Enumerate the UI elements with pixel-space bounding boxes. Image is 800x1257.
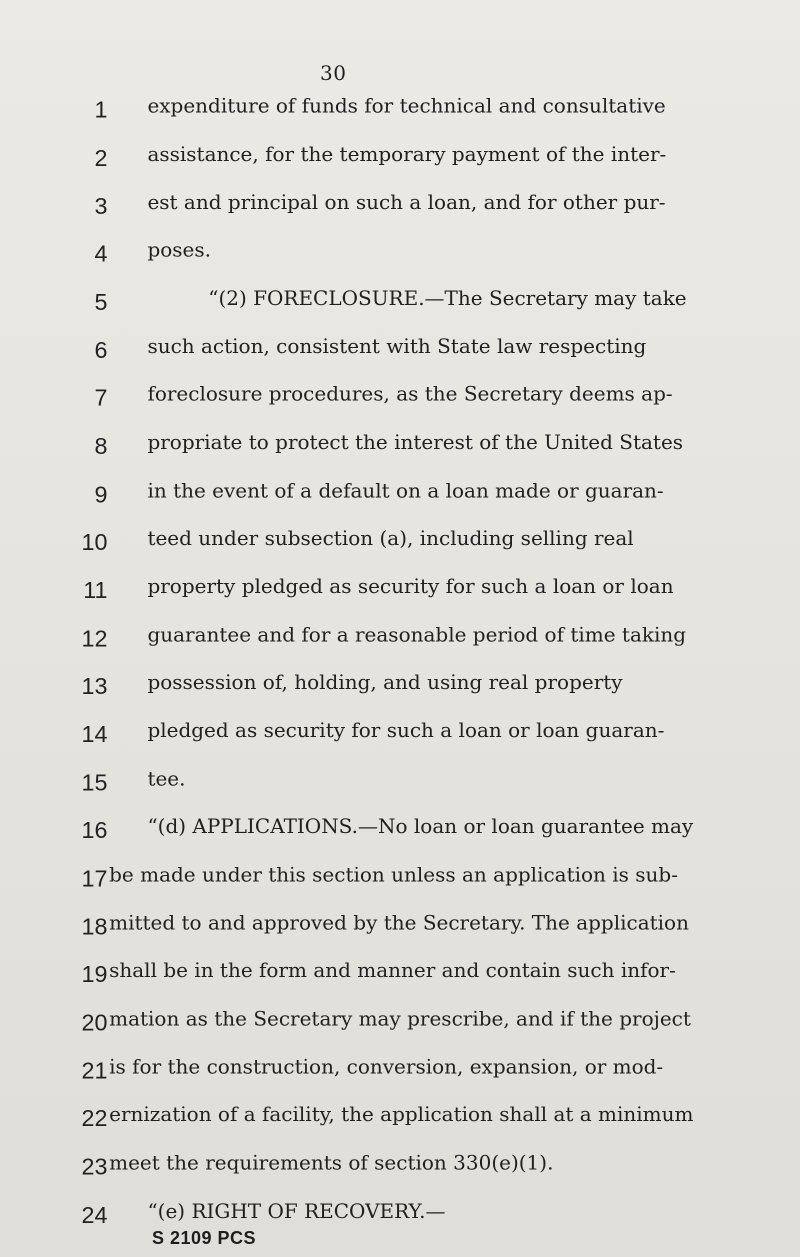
line-number: 14	[81, 721, 108, 748]
line-number: 22	[81, 1105, 108, 1132]
text-line: is for the construction, conversion, expansion, or mod-	[109, 1055, 664, 1079]
line-number: 11	[83, 577, 108, 604]
line-number: 9	[94, 481, 108, 508]
text-line: assistance, for the temporary payment of the inter-	[147, 142, 667, 166]
text-line: such action, consistent with State law respecting	[147, 334, 647, 359]
text-line: in the event of a default on a loan made or guaran-	[147, 478, 664, 503]
line-number: 1	[94, 96, 108, 123]
bill-footer: S 2109 PCS	[152, 1228, 257, 1248]
line-number: 2	[94, 144, 108, 171]
line-number: 10	[81, 528, 108, 555]
line-number: 17	[81, 865, 108, 892]
line-number: 6	[94, 337, 108, 364]
text-line: property pledged as security for such a loan or loan	[147, 574, 674, 599]
line-number: 16	[81, 817, 108, 843]
line-number: 15	[81, 769, 108, 796]
line-number: 23	[81, 1153, 108, 1180]
line-number: 5	[94, 289, 108, 315]
line-number: 24	[81, 1202, 108, 1228]
text-line: tee.	[147, 767, 186, 791]
text-line: mation as the Secretary may prescribe, and if the project	[109, 1007, 691, 1031]
text-line: ernization of a facility, the application shall at a minimum	[109, 1102, 694, 1127]
line-number: 3	[94, 193, 108, 220]
text-line: expenditure of funds for technical and consultative	[147, 94, 666, 118]
text-line: “(e) RIGHT OF RECOVERY.—	[147, 1199, 446, 1223]
line-number: 20	[81, 1009, 108, 1036]
line-number: 13	[81, 673, 108, 699]
text-line: foreclosure procedures, as the Secretary deems ap-	[147, 382, 673, 406]
page-number: 30	[320, 61, 347, 85]
text-line: shall be in the form and manner and contain such infor-	[109, 958, 676, 983]
text-line: be made under this section unless an application is sub-	[109, 862, 678, 887]
line-number: 7	[94, 384, 108, 411]
text-line: teed under subsection (a), including selling real	[147, 526, 634, 550]
line-number: 4	[94, 240, 108, 267]
text-line: guarantee and for a reasonable period of time taking	[147, 623, 687, 647]
text-line: “(d) APPLICATIONS.—No loan or loan guarantee may	[147, 814, 694, 838]
text-line: possession of, holding, and using real property	[147, 670, 623, 694]
line-number: 12	[81, 625, 108, 652]
line-number: 18	[81, 913, 108, 940]
text-line: poses.	[147, 238, 211, 262]
text-line: est and principal on such a loan, and for other pur-	[147, 190, 666, 215]
text-line: propriate to protect the interest of the United States	[147, 430, 684, 454]
text-line: mitted to and approved by the Secretary. The application	[109, 911, 689, 935]
line-number: 21	[81, 1057, 108, 1084]
line-number: 19	[81, 961, 108, 988]
text-line: “(2) FORECLOSURE.—The Secretary may take	[208, 286, 687, 310]
text-line: pledged as security for such a loan or loan guaran-	[147, 718, 665, 743]
text-line: meet the requirements of section 330(e)(1).	[109, 1151, 554, 1175]
line-number: 8	[94, 433, 108, 459]
